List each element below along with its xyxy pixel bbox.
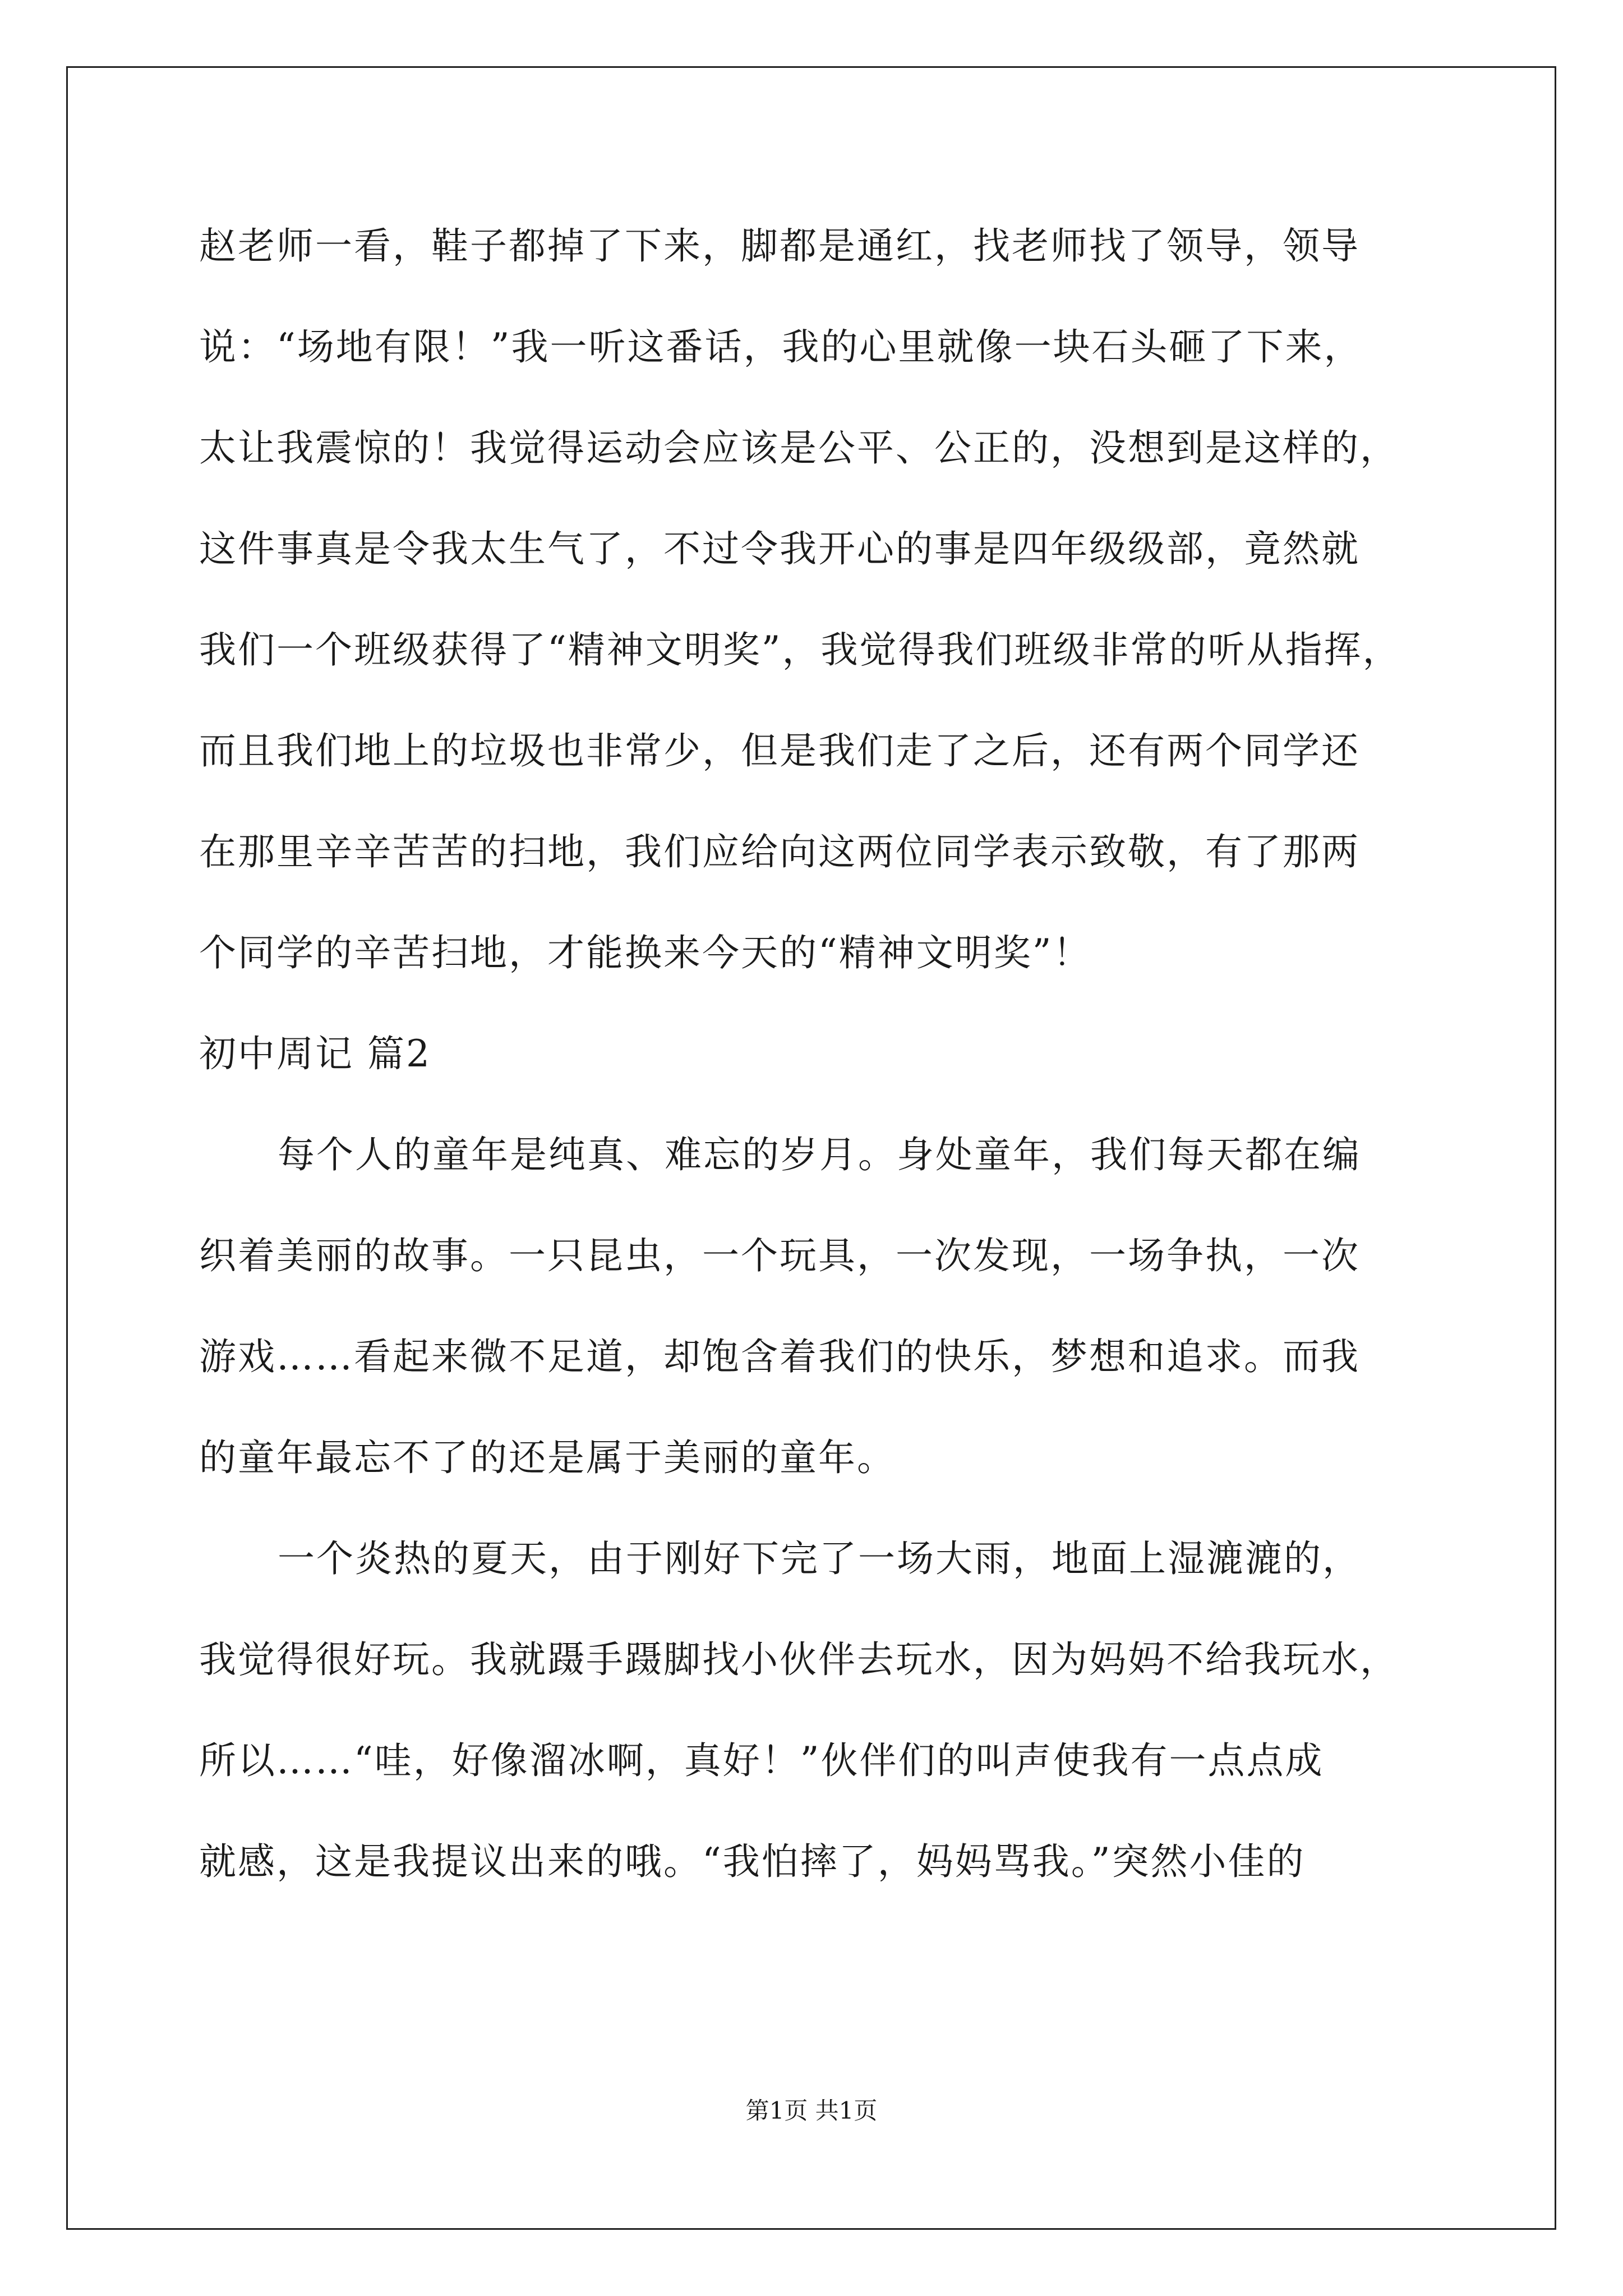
text-line: 太让我震惊的！我觉得运动会应该是公平、公正的，没想到是这样的， xyxy=(199,426,1399,470)
text-line: 就感，这是我提议出来的哦。“我怕摔了，妈妈骂我。”突然小佳的 xyxy=(199,1840,1306,1883)
text-line: 个同学的辛苦扫地，才能换来今天的“精神文明奖”！ xyxy=(199,931,1092,974)
text-line: 说：“场地有限！”我一听这番话，我的心里就像一块石头砸了下来， xyxy=(199,325,1363,369)
text-line: 在那里辛辛苦苦的扫地，我们应给向这两位同学表示致敬，有了那两 xyxy=(199,830,1360,873)
text-line: 每个人的童年是纯真、难忘的岁月。身处童年，我们每天都在编 xyxy=(278,1133,1361,1176)
document-body xyxy=(199,222,1433,1938)
text-line: 而且我们地上的垃圾也非常少，但是我们走了之后，还有两个同学还 xyxy=(199,729,1360,772)
text-line: 所以……“哇，好像溜冰啊，真好！”伙伴们的叫声使我有一点点成 xyxy=(199,1739,1324,1782)
text-line: 的童年最忘不了的还是属于美丽的童年。 xyxy=(199,1436,896,1479)
text-line: 一个炎热的夏天，由于刚好下完了一场大雨，地面上湿漉漉的， xyxy=(278,1537,1361,1580)
text-line: 织着美丽的故事。一只昆虫，一个玩具，一次发现，一场争执，一次 xyxy=(199,1234,1360,1277)
text-line: 这件事真是令我太生气了，不过令我开心的事是四年级级部，竟然就 xyxy=(199,527,1360,570)
text-line: 我们一个班级获得了“精神文明奖”，我觉得我们班级非常的听从指挥， xyxy=(199,628,1401,671)
text-line: 我觉得很好玩。我就蹑手蹑脚找小伙伴去玩水，因为妈妈不给我玩水， xyxy=(199,1638,1399,1681)
page-number: 第1页 共1页 xyxy=(745,2097,878,2124)
section-heading: 初中周记 篇2 xyxy=(199,1032,431,1075)
text-line: 赵老师一看，鞋子都掉了下来，脚都是通红，找老师找了领导，领导 xyxy=(199,224,1360,268)
text-line: 游戏……看起来微不足道，却饱含着我们的快乐，梦想和追求。而我 xyxy=(199,1335,1360,1378)
